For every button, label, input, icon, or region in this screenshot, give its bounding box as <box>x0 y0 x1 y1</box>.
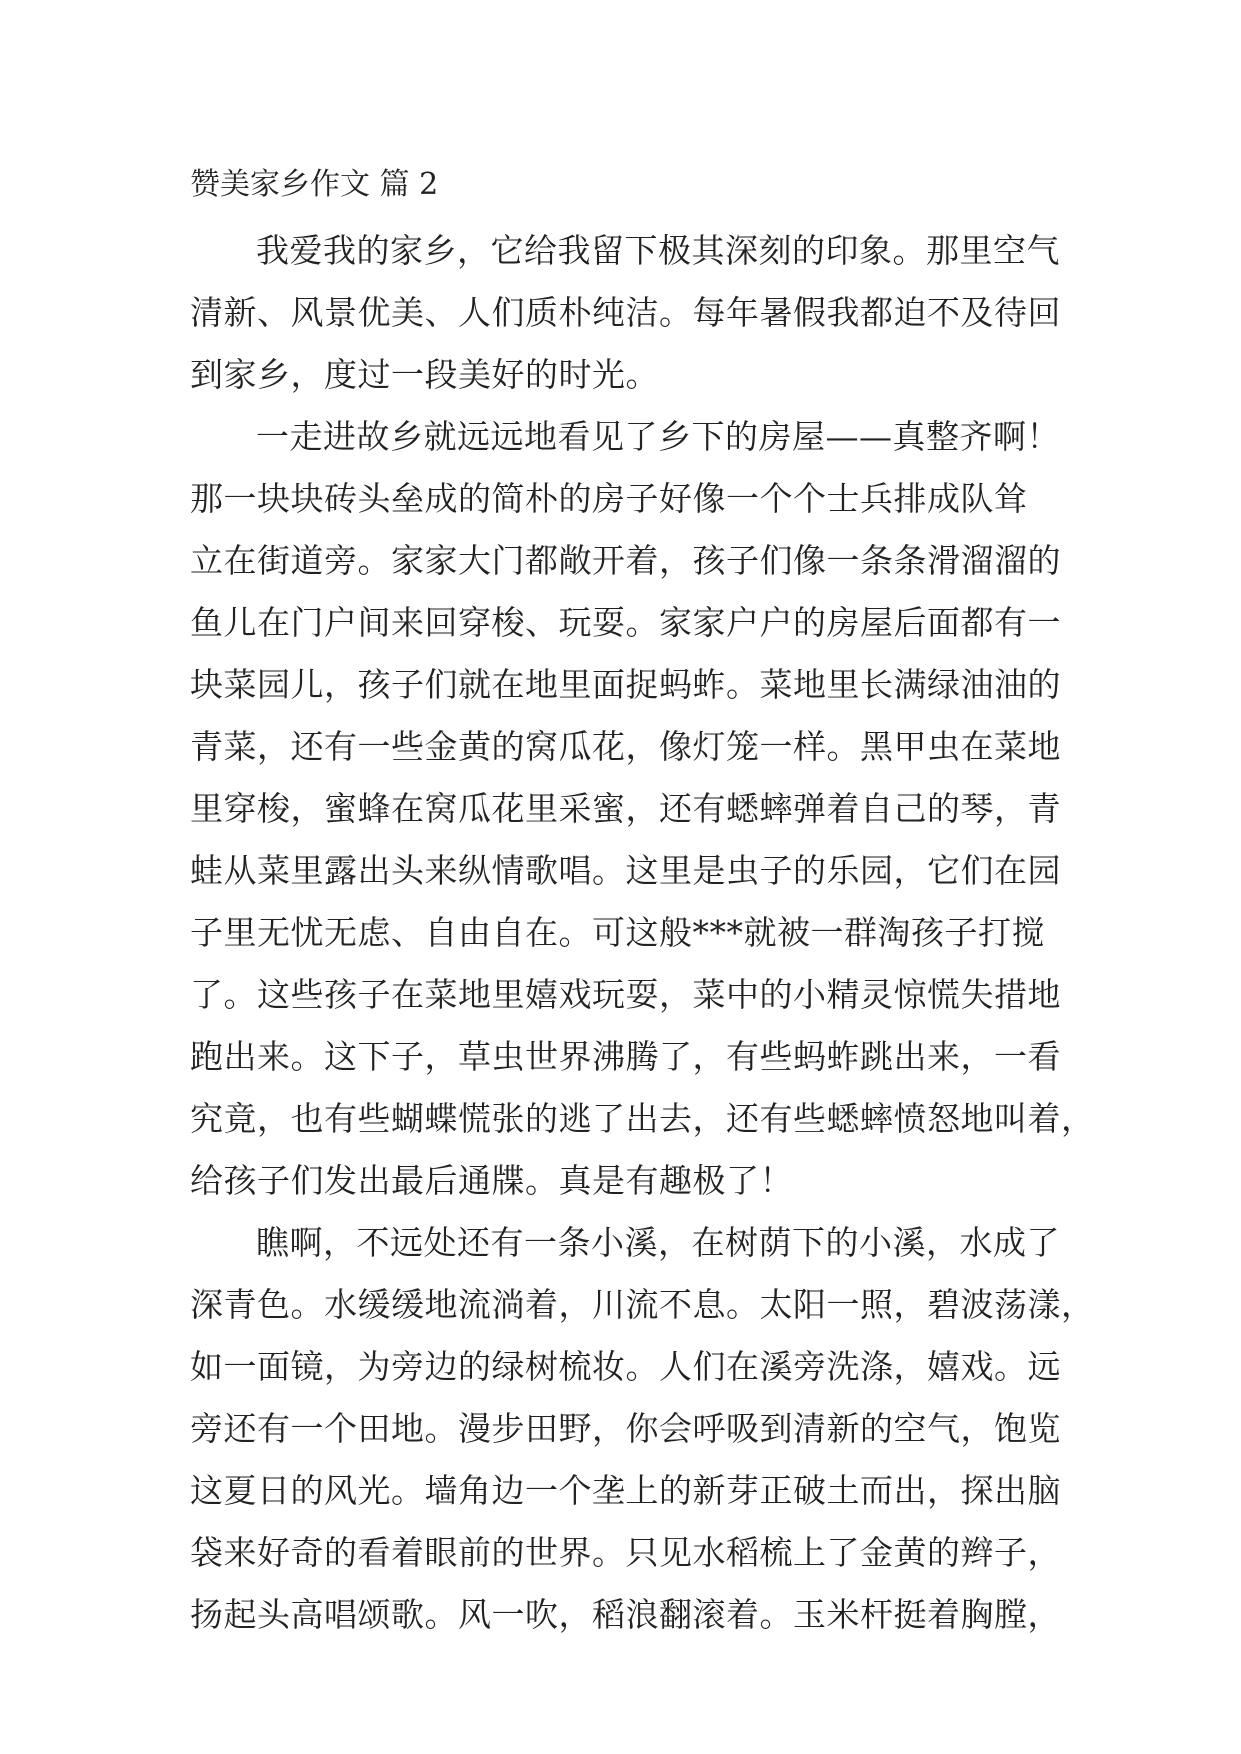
text-line: 这夏日的风光。墙角边一个垄上的新芽正破土而出，探出脑 <box>190 1471 1061 1510</box>
paragraph-3 <box>190 1212 1095 1646</box>
text-line: 蛙从菜里露出头来纵情歌唱。这里是虫子的乐园，它们在园 <box>190 851 1061 890</box>
text-line: 跑出来。这下子，草虫世界沸腾了，有些蚂蚱跳出来，一看 <box>190 1037 1061 1076</box>
text-line: 深青色。水缓缓地流淌着，川流不息。太阳一照，碧波荡漾， <box>190 1285 1095 1324</box>
paragraph-2 <box>190 406 1095 1212</box>
text-line: 立在街道旁。家家大门都敞开着，孩子们像一条条滑溜溜的 <box>190 541 1061 580</box>
text-line: 给孩子们发出最后通牒。真是有趣极了！ <box>190 1161 793 1200</box>
text-line: 究竟，也有些蝴蝶慌张的逃了出去，还有些蟋蟀愤怒地叫着， <box>190 1099 1095 1138</box>
text-line: 扬起头高唱颂歌。风一吹，稻浪翻滚着。玉米杆挺着胸膛， <box>190 1595 1061 1634</box>
text-line: 我爱我的家乡，它给我留下极其深刻的印象。那里空气 <box>256 231 1060 270</box>
text-line: 那一块块砖头垒成的简朴的房子好像一个个士兵排成队耸 <box>190 479 1028 518</box>
text-line: 了。这些孩子在菜地里嬉戏玩耍，菜中的小精灵惊慌失措地 <box>190 975 1061 1014</box>
paragraph-1 <box>190 220 1061 406</box>
text-line: 一走进故乡就远远地看见了乡下的房屋——真整齐啊！ <box>256 417 1060 456</box>
text-line: 旁还有一个田地。漫步田野，你会呼吸到清新的空气，饱览 <box>190 1409 1061 1448</box>
essay-body <box>190 220 1095 1646</box>
text-line: 瞧啊，不远处还有一条小溪，在树荫下的小溪，水成了 <box>256 1223 1060 1262</box>
text-line: 鱼儿在门户间来回穿梭、玩耍。家家户户的房屋后面都有一 <box>190 603 1061 642</box>
text-line: 子里无忧无虑、自由自在。可这般***就被一群淘孩子打搅 <box>190 913 1045 952</box>
text-line: 清新、风景优美、人们质朴纯洁。每年暑假我都迫不及待回 <box>190 293 1061 332</box>
text-line: 块菜园儿，孩子们就在地里面捉蚂蚱。菜地里长满绿油油的 <box>190 665 1061 704</box>
text-line: 到家乡，度过一段美好的时光。 <box>190 355 659 394</box>
text-line: 袋来好奇的看着眼前的世界。只见水稻梳上了金黄的辫子， <box>190 1533 1061 1572</box>
text-line: 青菜，还有一些金黄的窝瓜花，像灯笼一样。黑甲虫在菜地 <box>190 727 1061 766</box>
text-line: 如一面镜，为旁边的绿树梳妆。人们在溪旁洗涤，嬉戏。远 <box>190 1347 1061 1386</box>
essay-title: 赞美家乡作文 篇 2 <box>190 167 439 202</box>
text-line: 里穿梭，蜜蜂在窝瓜花里采蜜，还有蟋蟀弹着自己的琴，青 <box>190 789 1061 828</box>
